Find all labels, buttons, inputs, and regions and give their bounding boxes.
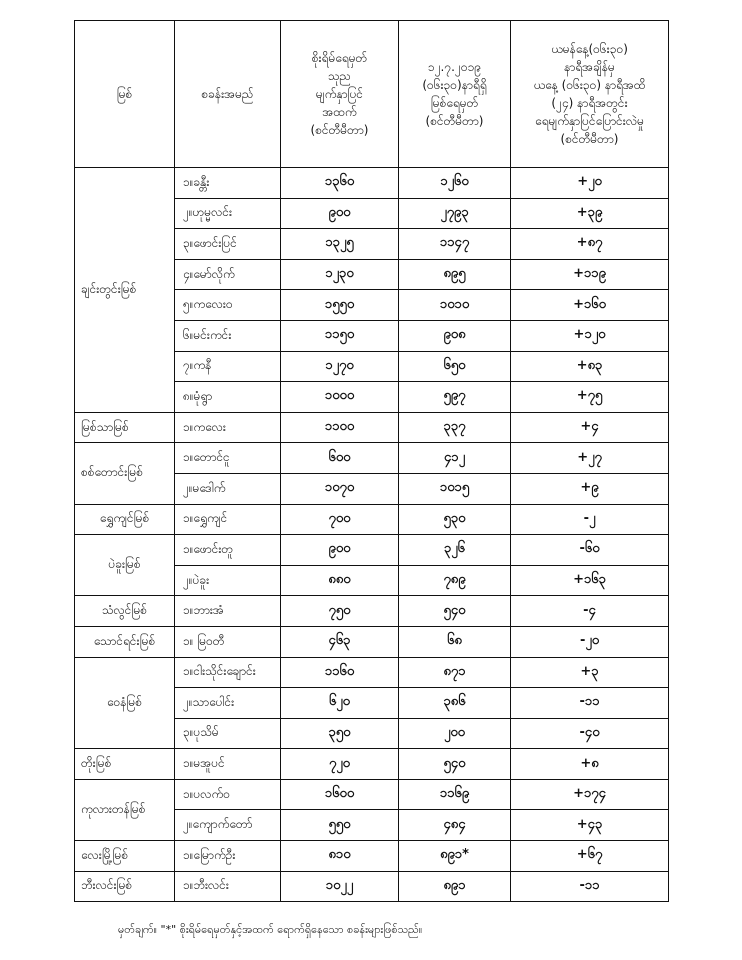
danger-level-value: ၉၀၀ bbox=[281, 535, 399, 566]
station-name: ၁။ မြဝတီ bbox=[175, 626, 281, 657]
current-level-value: ၈၉၁ bbox=[399, 871, 511, 902]
danger-level-value: ၄၆၃ bbox=[281, 626, 399, 657]
danger-level-value: ၆၂၀ bbox=[281, 688, 399, 719]
station-name: ၄။မော်လိုက် bbox=[175, 259, 281, 290]
change-value: +၁၁၉ bbox=[511, 259, 669, 290]
danger-level-value: ၁၆၀၀ bbox=[281, 779, 399, 810]
table-row bbox=[75, 168, 669, 199]
current-level-value: ၅၉၇ bbox=[399, 382, 511, 413]
station-name: ၂။ကျောက်တော် bbox=[175, 810, 281, 841]
header-current-level: ၁၂.၇.၂၀၁၉ (၀၆း၃၀)နာရီရှိ မြစ်ရေမှတ် (စင်တီမီတာ) bbox=[399, 21, 511, 168]
station-name: ၁။မြောက်ဦး bbox=[175, 841, 281, 872]
danger-level-value: ၁၀၇၀ bbox=[281, 473, 399, 504]
header-danger-level: စိုးရိမ်ရေမှတ် သုည မျက်နှာပြင် အထက် (စင်တီမီတာ) bbox=[281, 21, 399, 168]
river-name: ဘီးလင်းမြစ် bbox=[75, 871, 175, 902]
danger-level-value: ၇၂၀ bbox=[281, 749, 399, 780]
change-value: -၂ bbox=[511, 504, 669, 535]
current-level-value: ၁၁၆၉ bbox=[399, 779, 511, 810]
current-level-value: ၉၀၈ bbox=[399, 320, 511, 351]
river-name: စစ်တောင်းမြစ် bbox=[75, 443, 175, 504]
change-value: -၆၀ bbox=[511, 535, 669, 566]
river-name: သောင်ရင်းမြစ် bbox=[75, 626, 175, 657]
current-level-value: ၃၈၆ bbox=[399, 688, 511, 719]
river-name: မြစ်သာမြစ် bbox=[75, 412, 175, 443]
change-value: +၁၂၀ bbox=[511, 320, 669, 351]
river-name: တိုးမြစ် bbox=[75, 749, 175, 780]
table-row bbox=[75, 626, 669, 657]
current-level-value: ၇၈၉ bbox=[399, 565, 511, 596]
change-value: +၈၇ bbox=[511, 229, 669, 260]
table-row bbox=[75, 841, 669, 872]
current-level-value: ၂၇၉၃ bbox=[399, 198, 511, 229]
change-value: -၁၁ bbox=[511, 871, 669, 902]
danger-level-value: ၈၁၀ bbox=[281, 841, 399, 872]
danger-level-value: ၃၅၀ bbox=[281, 718, 399, 749]
change-value: +၈ bbox=[511, 749, 669, 780]
station-name: ၃။ဖောင်းပြင် bbox=[175, 229, 281, 260]
danger-level-value: ၅၅၀ bbox=[281, 810, 399, 841]
table-row bbox=[75, 535, 669, 566]
danger-level-value: ၆၀၀ bbox=[281, 443, 399, 474]
table-row bbox=[75, 443, 669, 474]
table-row bbox=[75, 596, 669, 627]
river-name: ချင်းတွင်းမြစ် bbox=[75, 168, 175, 413]
current-level-value: ၅၄၀ bbox=[399, 749, 511, 780]
footnote: မှတ်ချက်။ "*" စိုးရိမ်ရေမှတ်နှင့်အထက် ရောက်ရှိနေသော စခန်းများဖြစ်သည်။ bbox=[118, 923, 423, 936]
station-name: ၇။ကနီ bbox=[175, 351, 281, 382]
change-value: +၈၃ bbox=[511, 351, 669, 382]
current-level-value: ၁၁၄၇ bbox=[399, 229, 511, 260]
river-level-table bbox=[74, 20, 669, 902]
change-value: +၁၆၃ bbox=[511, 565, 669, 596]
change-value: +၃၉ bbox=[511, 198, 669, 229]
station-name: ၁။ပလက်ဝ bbox=[175, 779, 281, 810]
change-value: -၄၀ bbox=[511, 718, 669, 749]
danger-level-value: ၁၁၀၀ bbox=[281, 412, 399, 443]
current-level-value: ၆၅၀ bbox=[399, 351, 511, 382]
station-name: ၂။ပဲခူး bbox=[175, 565, 281, 596]
river-name: သံလွင်မြစ် bbox=[75, 596, 175, 627]
current-level-value: ၈၉၅ bbox=[399, 259, 511, 290]
station-name: ၁။ဖောင်းတူ bbox=[175, 535, 281, 566]
table-row bbox=[75, 871, 669, 902]
danger-level-value: ၁၃၂၅ bbox=[281, 229, 399, 260]
current-level-value: ၂၀၀ bbox=[399, 718, 511, 749]
danger-level-value: ၁၃၆၀ bbox=[281, 168, 399, 199]
danger-level-value: ၁၀၂၂ bbox=[281, 871, 399, 902]
table-row bbox=[75, 412, 669, 443]
table-row bbox=[75, 504, 669, 535]
station-name: ၁။ရွှေကျင် bbox=[175, 504, 281, 535]
danger-level-value: ၁၁၅၀ bbox=[281, 320, 399, 351]
change-value: +၂၇ bbox=[511, 443, 669, 474]
current-level-value: ၅၄၀ bbox=[399, 596, 511, 627]
current-level-value: ၈၉၁* bbox=[399, 841, 511, 872]
station-name: ၁။ဘီးလင်း bbox=[175, 871, 281, 902]
station-name: ၂။သာပေါင်း bbox=[175, 688, 281, 719]
change-value: +၆၇ bbox=[511, 841, 669, 872]
current-level-value: ၄၈၄ bbox=[399, 810, 511, 841]
danger-level-value: ၁၀၀၀ bbox=[281, 382, 399, 413]
current-level-value: ၁၀၁၀ bbox=[399, 290, 511, 321]
danger-level-value: ၁၂၃၀ bbox=[281, 259, 399, 290]
current-level-value: ၆၈ bbox=[399, 626, 511, 657]
current-level-value: ၁၀၁၅ bbox=[399, 473, 511, 504]
river-name: ရွှေကျင်မြစ် bbox=[75, 504, 175, 535]
river-name: ကုလားတန်မြစ် bbox=[75, 779, 175, 840]
danger-level-value: ၇၅၀ bbox=[281, 596, 399, 627]
station-name: ၂။ဟုမ္မလင်း bbox=[175, 198, 281, 229]
station-name: ၂။မဒေါက် bbox=[175, 473, 281, 504]
station-name: ၁။တောင်ငူ bbox=[175, 443, 281, 474]
change-value: +၃ bbox=[511, 657, 669, 688]
document-page bbox=[74, 20, 668, 902]
change-value: +၇၅ bbox=[511, 382, 669, 413]
current-level-value: ၃၃၇ bbox=[399, 412, 511, 443]
header-station: စခန်းအမည် bbox=[175, 21, 281, 168]
change-value: +၉ bbox=[511, 473, 669, 504]
danger-level-value: ၁၅၅၀ bbox=[281, 290, 399, 321]
header-change: ယမန်နေ့(၀၆း၃၀) နာရီအချိန်မှ ယနေ့ (၀၆း၃၀) နာရီအထိ (၂၄) နာရီအတွင်း ရေမျက်နှာပြင်ပြောင်းလဲမှု (စင်တီမီတာ) bbox=[511, 21, 669, 168]
current-level-value: ၅၃၀ bbox=[399, 504, 511, 535]
change-value: -၂၀ bbox=[511, 626, 669, 657]
current-level-value: ၈၇၁ bbox=[399, 657, 511, 688]
current-level-value: ၁၂၆၀ bbox=[399, 168, 511, 199]
station-name: ၅။ကလေးဝ bbox=[175, 290, 281, 321]
danger-level-value: ၁၁၆၀ bbox=[281, 657, 399, 688]
header-row bbox=[75, 21, 669, 168]
table-row bbox=[75, 779, 669, 810]
change-value: +၄၃ bbox=[511, 810, 669, 841]
station-name: ၁။ဘားအံ bbox=[175, 596, 281, 627]
station-name: ၃။ပုသိမ် bbox=[175, 718, 281, 749]
danger-level-value: ၉၀၀ bbox=[281, 198, 399, 229]
table-body bbox=[75, 168, 669, 902]
station-name: ၆။မင်းကင်း bbox=[175, 320, 281, 351]
river-name: ပဲခူးမြစ် bbox=[75, 535, 175, 596]
river-name: ဝေနံမြစ် bbox=[75, 657, 175, 749]
station-name: ၁။ကလေး bbox=[175, 412, 281, 443]
river-name: လေးမြို့မြစ် bbox=[75, 841, 175, 872]
station-name: ၁။ငါးသိုင်းချောင်း bbox=[175, 657, 281, 688]
change-value: +၂၀ bbox=[511, 168, 669, 199]
change-value: +၁၆၀ bbox=[511, 290, 669, 321]
change-value: +၄ bbox=[511, 412, 669, 443]
table-row bbox=[75, 657, 669, 688]
station-name: ၁။ခန္တီး bbox=[175, 168, 281, 199]
danger-level-value: ၁၂၇၀ bbox=[281, 351, 399, 382]
change-value: -၁၁ bbox=[511, 688, 669, 719]
current-level-value: ၃၂၆ bbox=[399, 535, 511, 566]
station-name: ၈။မုံရွာ bbox=[175, 382, 281, 413]
danger-level-value: ၇၀၀ bbox=[281, 504, 399, 535]
change-value: -၄ bbox=[511, 596, 669, 627]
header-river: မြစ် bbox=[75, 21, 175, 168]
danger-level-value: ၈၈၀ bbox=[281, 565, 399, 596]
current-level-value: ၄၁၂ bbox=[399, 443, 511, 474]
change-value: +၁၇၄ bbox=[511, 779, 669, 810]
table-row bbox=[75, 749, 669, 780]
station-name: ၁။မအူပင် bbox=[175, 749, 281, 780]
